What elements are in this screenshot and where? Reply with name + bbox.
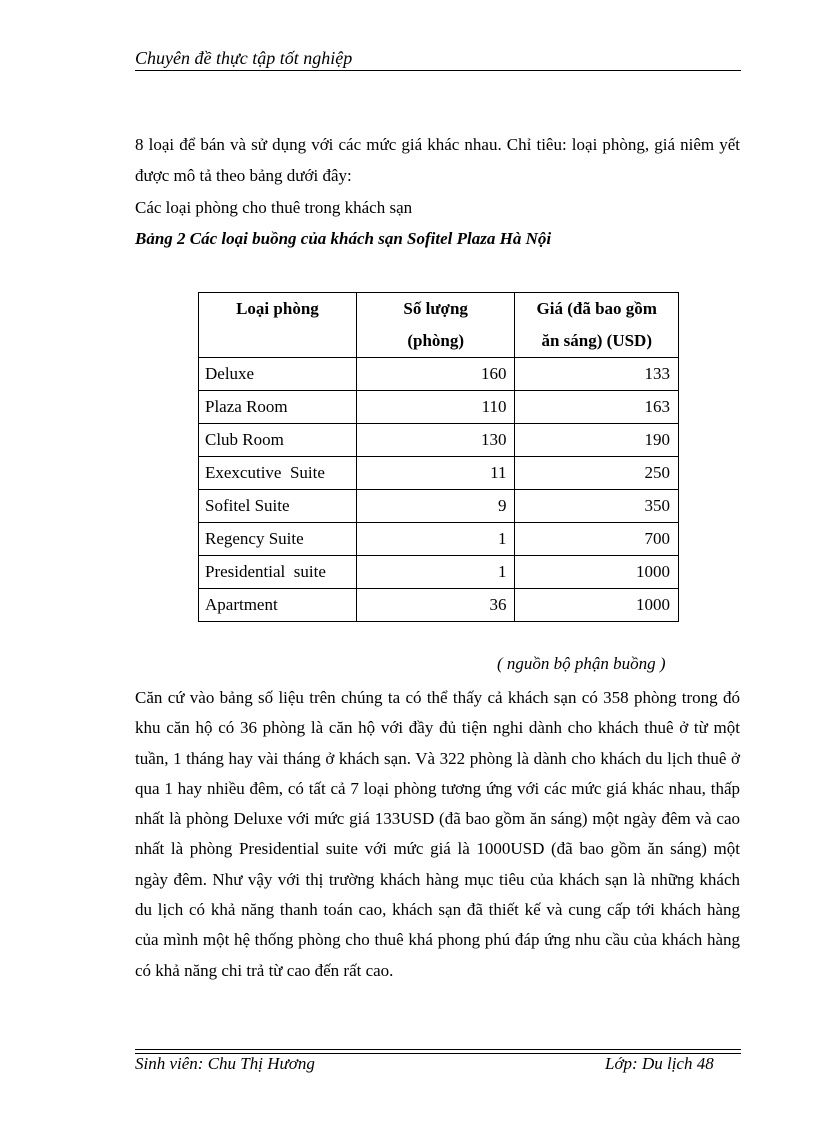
cell-price: 1000 bbox=[515, 556, 679, 589]
cell-quantity: 1 bbox=[356, 523, 515, 556]
cell-room-type: Exexcutive Suite bbox=[199, 457, 357, 490]
table-row bbox=[199, 556, 679, 589]
footer-student-name: Sinh viên: Chu Thị Hương bbox=[135, 1054, 315, 1073]
table-header-row bbox=[199, 293, 679, 358]
cell-price: 350 bbox=[515, 490, 679, 523]
cell-room-type: Plaza Room bbox=[199, 391, 357, 424]
header-room-type-label: Loại phòng bbox=[236, 299, 319, 318]
cell-quantity: 160 bbox=[356, 358, 515, 391]
cell-price: 700 bbox=[515, 523, 679, 556]
cell-room-type: Presidential suite bbox=[199, 556, 357, 589]
cell-room-type: Regency Suite bbox=[199, 523, 357, 556]
footer-divider-top bbox=[135, 1049, 741, 1050]
room-types-table bbox=[198, 292, 679, 622]
header-quantity-line1: Số lượng bbox=[403, 299, 468, 318]
table-source-note: ( nguồn bộ phận buồng ) bbox=[497, 654, 666, 673]
cell-quantity: 1 bbox=[356, 556, 515, 589]
table-row bbox=[199, 358, 679, 391]
page-header-title: Chuyên đề thực tập tốt nghiệp bbox=[135, 48, 353, 68]
analysis-paragraph: Căn cứ vào bảng số liệu trên chúng ta có thể thấy cả khách sạn có 358 phòng trong đó khu căn hộ có 36 phòng là căn hộ với đầy đủ tiện nghi dành cho khách thuê ở từ một tuần, 1 tháng hay vài tháng ở khách sạn. Và 322 phòng là dành cho khách du lịch thuê ở qua 1 hay nhiều đêm, có tất cả 7 loại phòng tương ứng với các mức giá khác nhau, thấp nhất là phòng Deluxe với mức giá 133USD (đã bao gồm ăn sáng) một ngày đêm và cao nhất là phòng Presidential suite với mức giá là 1000USD (đã bao gồm ăn sáng) một ngày đêm. Như vậy với thị trường khách hàng mục tiêu của khách sạn là những khách du lịch có khả năng thanh toán cao, khách sạn đã thiết kế và cung cấp tới khách hàng của mình một hệ thống phòng cho thuê khá phong phú đáp ứng nhu cầu của khách hàng có khả năng chi trả từ cao đến rất cao. bbox=[135, 688, 740, 980]
cell-room-type: Sofitel Suite bbox=[199, 490, 357, 523]
cell-room-type: Club Room bbox=[199, 424, 357, 457]
cell-quantity: 9 bbox=[356, 490, 515, 523]
cell-quantity: 130 bbox=[356, 424, 515, 457]
cell-price: 133 bbox=[515, 358, 679, 391]
table-row bbox=[199, 490, 679, 523]
header-divider bbox=[135, 70, 741, 71]
table-caption: Bảng 2 Các loại buồng của khách sạn Sofitel Plaza Hà Nội bbox=[135, 229, 552, 248]
table-row bbox=[199, 424, 679, 457]
table-row bbox=[199, 391, 679, 424]
cell-price: 190 bbox=[515, 424, 679, 457]
cell-price: 250 bbox=[515, 457, 679, 490]
table-row bbox=[199, 457, 679, 490]
table-row bbox=[199, 523, 679, 556]
cell-price: 1000 bbox=[515, 589, 679, 622]
header-price-line2: ăn sáng) (USD) bbox=[541, 331, 652, 350]
cell-room-type: Apartment bbox=[199, 589, 357, 622]
intro-subtitle: Các loại phòng cho thuê trong khách sạn bbox=[135, 198, 413, 217]
cell-quantity: 36 bbox=[356, 589, 515, 622]
cell-quantity: 110 bbox=[356, 391, 515, 424]
intro-paragraph: 8 loại để bán và sử dụng với các mức giá khác nhau. Chỉ tiêu: loại phòng, giá niêm yết được mô tả theo bảng dưới đây: bbox=[135, 135, 740, 185]
cell-price: 163 bbox=[515, 391, 679, 424]
footer-class-name: Lớp: Du lịch 48 bbox=[605, 1054, 714, 1073]
header-price bbox=[515, 293, 679, 358]
header-quantity-line2: (phòng) bbox=[407, 331, 465, 350]
header-quantity bbox=[356, 293, 515, 358]
table-row bbox=[199, 589, 679, 622]
header-room-type bbox=[199, 293, 357, 358]
cell-quantity: 11 bbox=[356, 457, 515, 490]
cell-room-type: Deluxe bbox=[199, 358, 357, 391]
header-price-line1: Giá (đã bao gồm bbox=[536, 299, 657, 318]
